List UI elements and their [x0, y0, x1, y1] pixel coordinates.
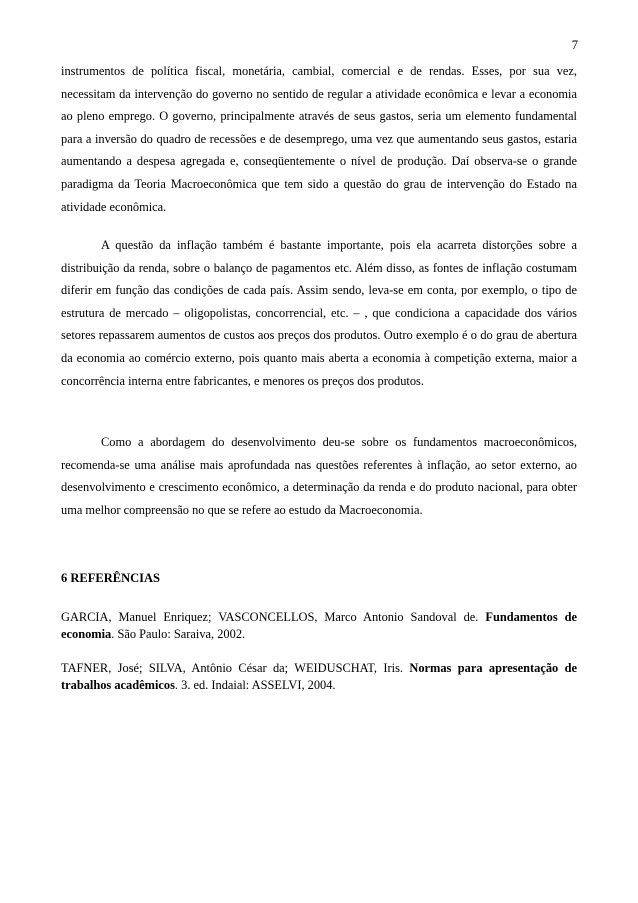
reference-details: . 3. ed. Indaial: ASSELVI, 2004. [174, 678, 336, 692]
reference-title: Normas para apresentação de trabalhos acadêmicos [61, 661, 577, 692]
paragraph-inflation: A questão da inflação também é bastante importante, pois ela acarreta distorções sobre a distribuição da renda, sobre o balanço de pagamentos etc. Além disso, as fontes de inflação costumam diferir em função das condições de cada país. Assim sendo, leva-se em conta, por exemplo, o tipo de estrutura de mercado – oligopolistas, concorrencial, etc. – , que condiciona a capacidade dos vários setores repassarem aumentos de custos aos preços dos produtos. Outro exemplo é o do grau de abertura da economia ao comércio externo, pois quanto mais aberta a economia à competição externa, maior a concorrência interna entre fabricantes, e menores os preços dos produtos. [61, 238, 577, 388]
reference-details: . São Paulo: Saraiva, 2002. [111, 627, 246, 641]
reference-entry [61, 660, 577, 694]
paragraph-conclusion: Como a abordagem do desenvolvimento deu-se sobre os fundamentos macroeconômicos, recomenda-se uma análise mais aprofundada nas questões referentes à inflação, ao setor externo, ao desenvolvimento e crescimento econômico, a determinação da renda e do produto nacional, para obter uma melhor compreensão no que se refere ao estudo da Macroeconomia. [61, 435, 577, 517]
section-title-references: 6 REFERÊNCIAS [61, 571, 160, 585]
page-number: 7 [571, 38, 578, 52]
reference-authors: TAFNER, José; SILVA, Antônio César da; WEIDUSCHAT, Iris. [61, 661, 403, 675]
reference-authors: GARCIA, Manuel Enriquez; VASCONCELLOS, Marco Antonio Sandoval de. [61, 610, 479, 624]
paragraph-policy-instruments: instrumentos de política fiscal, monetária, cambial, comercial e de rendas. Esses, por sua vez, necessitam da intervenção do governo no sentido de regular a atividade econômica e levar a economia ao pleno emprego. O governo, principalmente através de seus gastos, seria um elemento fundamental para a inversão do quadro de recessões e de desemprego, uma vez que aumentando seus gastos, estaria aumentando a despesa agregada e, conseqüentemente o nível de produção. Daí observa-se o grande paradigma da Teoria Macroeconômica que tem sido a questão do grau de intervenção do Estado na atividade econômica. [61, 64, 577, 214]
reference-title: Fundamentos de economia [61, 610, 577, 641]
reference-entry [61, 609, 577, 643]
